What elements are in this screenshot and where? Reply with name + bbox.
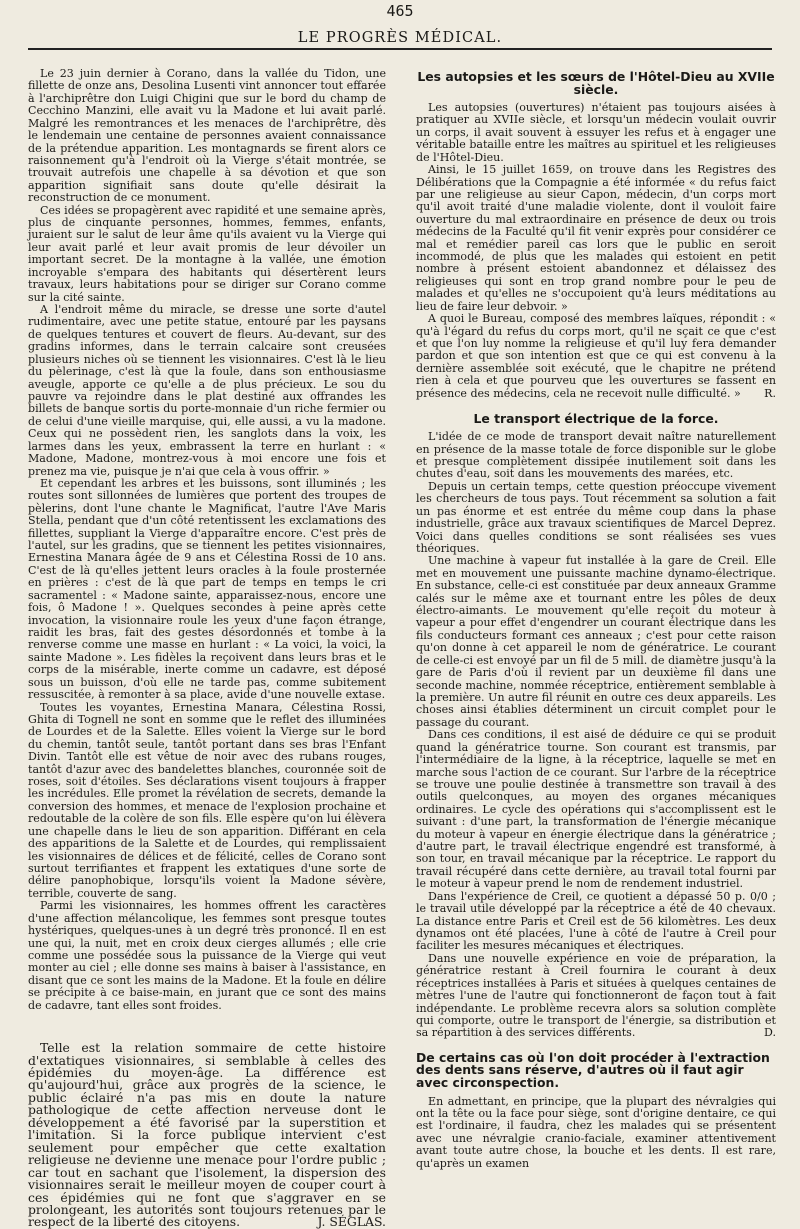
author-signature: R.	[764, 386, 776, 400]
paragraph: En admettant, en principe, que la plupart des névralgies qui ont la tête ou la face pour siège, sont d'origine dentaire, ce qui est l'ordinaire, il faudra, chez les malades qui se présentent avec une névralgie cranio-faciale, examiner attentivement avant toute autre chose, la bouche et les dents. Il est rare, qu'après un examen	[416, 1094, 776, 1170]
paragraph: Et cependant les arbres et les buissons, sont illuminés ; les routes sont sillonnées de lumières que portent des troupes de pèlerins, dont l'une chante le Magnificat, l'autre l'Ave Maris Stella, pendant que d'un côté retentissent les exclamations des fillettes, suppliant la Vierge d'apparaître encore. C'est près de l'autel, sur les gradins, que se tiennent les petites visionnaires, Ernestina Manara âgée de 9 ans et Célestina Rossi de 10 ans. C'est de là qu'elles jettent leurs oracles à la foule prosternée en prières : c'est de là que part de temps en temps le cri sacramentel : « Madone sainte, apparaissez-nous, encore une fois, ô Madone ! ». Quelques secondes à peine après cette invocation, la visionnaire roule les yeux d'une façon étrange, raidit les bras, fait des gestes désordonnés et tombe à la renverse comme une masse en hurlant : « La voici, la voici, la sainte Madone ». Les fidèles la reçoivent dans leurs bras et le corps de la misérable, inerte comme un cadavre, est déposé sous un buisson, d'où elle ne tarde pas, comme subitement ressuscitée, à remonter à sa place, avide d'une nouvelle extase.	[28, 476, 386, 702]
author-signature: D.	[764, 1026, 776, 1040]
running-head: LE PROGRÈS MÉDICAL.	[28, 30, 772, 50]
paragraph-signed	[416, 313, 776, 400]
author-signature: J. SÉGLAS.	[317, 1214, 386, 1229]
page-number: 465	[386, 2, 414, 20]
paragraph: Toutes les voyantes, Ernestina Manara, Célestina Rossi, Ghita di Tognell ne sont en somme que le reflet des illuminées de Lourdes et de la Salette. Elles voient la Vierge sur le bord du chemin, tantôt seule, tantôt portant dans ses bras l'Enfant Divin. Tantôt elle est vêtue de noir avec des rubans rouges, tantôt d'azur avec des bandelettes blanches, couronnée soit de roses, soit d'étoiles. Ses déclarations visent toujours à frapper les incrédules. Elle promet la révélation de secrets, demande la conversion des hommes, et menace de l'explosion prochaine et redoutable de la colère de son fils. Elle espère qu'on lui élèvera une chapelle dans le lieu de son apparition. Différant en cela des apparitions de la Salette et de Lourdes, qui remplissaient les visionnaires de délices et de félicité, celles de Corano sont surtout terrifiantes et frappent les extatiques d'une sorte de délire panophobique, lorsqu'ils voient la Madone sévère, terrible, couverte de sang.	[28, 700, 386, 900]
paragraph-text: A quoi le Bureau, composé des membres laïques, répondit : « qu'à l'égard du refus du corps mort, qu'il ne sçait ce que c'est et que l'on luy nomme la religieuse et qu'il luy fera demander pardon et que son intention est que ce qui est convenu à la dernière assemblée soit exécuté, que le chapitre ne prétend rien à cela et que pourveu que les ouvertures se fassent en présence des médecins, cela ne recevoit nulle difficulté. »	[416, 312, 776, 400]
paragraph: Dans l'expérience de Creil, ce quotient a dépassé 50 p. 0/0 ; le travail utile développé par la réceptrice a été de 40 chevaux. La distance entre Paris et Creil est de 56 kilomètres. Les deux dynamos ont été placées, l'une à côté de l'autre à Creil pour faciliter les mesures mécaniques et électriques.	[416, 889, 776, 953]
paragraph: L'idée de ce mode de transport devait naître naturellement en présence de la masse totale de force disponible sur le globe et presque complètement dissipée inutilement soit dans les chutes d'eau, soit dans les mouvements des marées, etc.	[416, 430, 776, 481]
paragraph: Une machine à vapeur fut installée à la gare de Creil. Elle met en mouvement une puissante machine dynamo-électrique. En substance, celle-ci est constituée par deux anneaux Gramme calés sur le même axe et tournant entre les pôles de deux électro-aimants. Le mouvement qu'elle reçoit du moteur à vapeur a pour effet d'engendrer un courant électrique dans les fils conducteurs formant ces anneaux ; c'est pour cette raison qu'on donne à cet appareil le nom de génératrice. Le courant de celle-ci est envoyé par un fil de 5 mill. de diamètre jusqu'à la gare de Paris d'où il revient par un deuxième fil dans une seconde machine, nommée réceptrice, entièrement semblable à la première. Un autre fil réunit en outre ces deux appareils. Les choses ainsi établies déterminent un circuit complet pour le passage du courant.	[416, 554, 776, 729]
paragraph: Ainsi, le 15 juillet 1659, on trouve dans les Registres des Délibérations que la Compagnie a été informée « du refus faict par une religieuse au sieur Capon, médecin, d'un corps mort qu'il avoit traité d'une maladie violente, dont il vouloit faire ouverture du mal extraordinaire en présence de deux ou trois médecins de la Faculté qu'il fit venir exprès pour considérer ce mal et remédier pareil cas lors que le public en seroit incommodé, de plus que les malades qui estoient en petit nombre à présent estoient abandonnez et délaissez des religieuses qui sont en trop grand nombre pour le peu de malades et qu'elles ne s'occupoient qu'à leurs méditations au lieu de faire leur debvoir. »	[416, 163, 776, 313]
conclusion-paragraph	[28, 1042, 386, 1229]
paragraph: Parmi les visionnaires, les hommes offrent les caractères d'une affection mélancolique, les femmes sont presque toutes hystériques, quelques-unes à un degré très prononcé. Il en est une qui, la nuit, met en croix deux cierges allumés ; elle crie comme une possédée sous la puissance de la Vierge qui veut monter au ciel ; elle donne ses mains à baiser à l'assistance, en disant que ce sont les mains de la Madone. Et la foule en délire se précipite à ce baise-main, en jurant que ce sont des mains de cadavre, tant elles sont froides.	[28, 899, 386, 1012]
paragraph: Ces idées se propagèrent avec rapidité et une semaine après, plus de cinquante personnes, hommes, femmes, enfants, juraient sur le salut de leur âme qu'ils avaient vu la Vierge qui leur avait parlé et leur avait promis de leur dévoiler un important secret. De la montagne à la vallée, une émotion incroyable s'empara des habitants qui désertèrent leurs travaux, leurs habitations pour se diriger sur Corano comme sur la cité sainte.	[28, 203, 386, 304]
paragraph-text: Dans une nouvelle expérience en voie de préparation, la génératrice restant à Creil fournira le courant à deux réceptrices installées à Paris et situées à quelques centaines de mètres l'une de l'autre qui fonctionneront de façon tout à fait indépendante. Le problème recevra alors sa solution complète qui comporte, outre le transport de l'énergie, sa distribution et sa répartition à des services différents.	[416, 951, 776, 1040]
paragraph: Les autopsies (ouvertures) n'étaient pas toujours aisées à pratiquer au XVIIe siècle, et lorsqu'un médecin voulait ouvrir un corps, il avait souvent à essuyer les refus et à engager une véritable bataille entre les maîtres au spirituel et les religieuses de l'Hôtel-Dieu.	[416, 101, 776, 164]
conclusion-text: Telle est la relation sommaire de cette histoire d'extatiques visionnaires, si semblable à celles des épidémies du moyen-âge. La différence est qu'aujourd'hui, grâce aux progrès de la science, le public éclairé n'a pas mis en doute la nature pathologique de cette affection nerveuse dont le développement a été favorisé par la superstition et l'imitation. Si la force publique intervient c'est seulement pour empêcher que cette exaltation religieuse ne devienne une menace pour l'ordre public ; car tout en sachant que l'isolement, la dispersion des visionnaires serait le meilleur moyen de couper court à ces épidémies qui ne font que s'aggraver en se prolongeant, les autorités sont toujours retenues par le respect de la liberté des citoyens.	[28, 1040, 386, 1229]
paragraph: Le 23 juin dernier à Corano, dans la vallée du Tidon, une fillette de onze ans, Desolina Lusenti vint annoncer tout effarée à l'archiprêtre don Luigi Chigini que sur le bord du champ de Cecchino Manzini, elle avait vu la Madone et lui avait parlé. Malgré les remontrances et les menaces de l'archiprêtre, dès le lendemain une centaine de personnes avaient connaissance de la prétendue apparition. Les montagnards se firent alors ce raisonnement qu'à l'endroit où la Vierge s'était montrée, se trouvait autrefois une chapelle à sa dévotion et que son apparition signifiait sans doute qu'elle désirait la reconstruction de ce monument.	[28, 67, 386, 205]
article-title-dents: De certains cas où l'on doit procéder à l'extraction des dents sans réserve, d'autres où il faut agir avec circonspection.	[416, 1049, 770, 1090]
right-column	[416, 68, 776, 1170]
article-title-transport: Le transport électrique de la force.	[473, 411, 719, 427]
left-column	[28, 68, 386, 1229]
paragraph-signed	[416, 953, 776, 1040]
paragraph: Depuis un certain temps, cette question préoccupe vivement les chercheurs de tous pays. Tout récemment sa solution a fait un pas énorme et est entrée du même coup dans la phase industrielle, grâce aux travaux scientifiques de Marcel Deprez. Voici dans quelles conditions se sont réalisées ses vues théoriques.	[416, 479, 776, 555]
article-title-autopsies: Les autopsies et les sœurs de l'Hôtel-Dieu au XVIIe siècle.	[417, 69, 775, 97]
paragraph: A l'endroit même du miracle, se dresse une sorte d'autel rudimentaire, avec une petite statue, entouré par les paysans de quelques tentures et couvert de fleurs. Au-devant, sur des gradins informes, dans le terrain calcaire sont creusées plusieurs niches où se tiennent les visionnaires. C'est là le lieu du pèlerinage, c'est là que la foule, dans son enthousiasme aveugle, apporte ce qu'elle a de plus précieux. Le sou du pauvre va rejoindre dans le plat destiné aux offrandes les billets de banque sortis du porte-monnaie d'un riche fermier ou de celui d'une vieille marquise, qui, elle aussi, a vu la madone. Ceux qui ne possèdent rien, les sanglots dans la voix, les larmes dans les yeux, embrassent la terre en hurlant : « Madone, Madone, montrez-vous à moi encore une fois et prenez ma vie, puisque je n'ai que cela à vous offrir. »	[28, 303, 386, 478]
paragraph: Dans ces conditions, il est aisé de déduire ce qui se produit quand la génératrice tourne. Son courant est transmis, par l'intermédiaire de la ligne, à la réceptrice, laquelle se met en marche sous l'action de ce courant. Sur l'arbre de la réceptrice se trouve une poulie destinée à transmettre son travail à des outils quelconques, au moyen des organes mécaniques ordinaires. Le cycle des opérations qui s'accomplissent est le suivant : d'une part, la transformation de l'énergie mécanique du moteur à vapeur en énergie électrique dans la génératrice ; d'autre part, le travail électrique engendré est transformé, à son tour, en travail mécanique par la réceptrice. Le rapport du travail récupéré dans cette dernière, au travail total fourni par le moteur à vapeur prend le nom de rendement industriel.	[416, 728, 776, 891]
